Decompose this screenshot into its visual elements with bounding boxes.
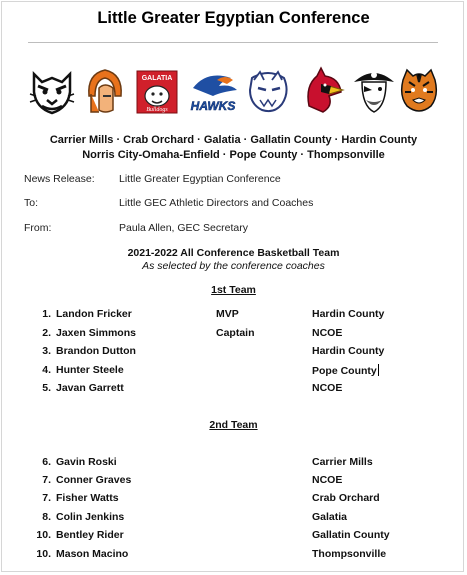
player-rank: 5. — [42, 382, 51, 394]
player-name: Brandon Dutton — [56, 345, 136, 357]
table-row — [0, 308, 467, 322]
table-row — [0, 529, 467, 543]
table-row — [0, 364, 467, 378]
player-name: Fisher Watts — [56, 492, 119, 504]
player-school: Carrier Mills — [312, 456, 373, 468]
table-row — [0, 456, 467, 470]
trojan-logo-icon — [81, 66, 129, 116]
player-honor: Captain — [216, 327, 255, 339]
player-name: Bentley Rider — [56, 529, 124, 541]
table-row — [0, 382, 467, 396]
player-rank: 10. — [36, 548, 51, 560]
player-school: NCOE — [312, 474, 343, 486]
table-row — [0, 474, 467, 488]
table-row — [0, 492, 467, 506]
player-school: NCOE — [312, 327, 343, 339]
news-release-label: News Release: — [24, 173, 95, 185]
player-name: Mason Macino — [56, 548, 129, 560]
player-school: Gallatin County — [312, 529, 390, 541]
player-rank: 10. — [36, 529, 51, 541]
title-divider — [28, 42, 438, 43]
text-cursor — [378, 364, 379, 376]
member-schools-line-1: Carrier Mills · Crab Orchard · Galatia · Gallatin County · Hardin County — [49, 134, 418, 146]
release-subheading: As selected by the conference coaches — [142, 260, 325, 272]
player-name: Conner Graves — [56, 474, 132, 486]
tiger-logo-icon — [397, 66, 441, 116]
player-rank: 3. — [42, 345, 51, 357]
table-row — [0, 345, 467, 359]
player-name: Javan Garrett — [56, 382, 124, 394]
team-logos-row — [28, 66, 438, 118]
player-name: Hunter Steele — [56, 364, 124, 376]
player-school: Hardin County — [312, 308, 385, 320]
cardinal-logo-icon — [299, 66, 347, 116]
to-label: To: — [24, 197, 39, 209]
player-rank: 7. — [42, 474, 51, 486]
to-value: Little GEC Athletic Directors and Coaches — [119, 197, 314, 209]
news-release-value: Little Greater Egyptian Conference — [119, 173, 281, 185]
table-row — [0, 327, 467, 341]
player-school: Thompsonville — [312, 548, 387, 560]
player-honor: MVP — [216, 308, 239, 320]
player-rank: 7. — [42, 492, 51, 504]
svg-text:GALATIA: GALATIA — [141, 75, 173, 82]
document-title: Little Greater Egyptian Conference — [97, 9, 370, 27]
player-name: Colin Jenkins — [56, 511, 125, 523]
galatia-bulldogs-logo-icon — [136, 70, 178, 114]
first-team-heading: 1st Team — [211, 284, 256, 296]
player-school: Hardin County — [312, 345, 385, 357]
pirate-logo-icon — [350, 66, 398, 116]
table-row — [0, 548, 467, 562]
hawks-logo-icon — [187, 66, 239, 116]
player-school: NCOE — [312, 382, 343, 394]
player-school: Crab Orchard — [312, 492, 380, 504]
player-rank: 2. — [42, 327, 51, 339]
player-school[interactable] — [312, 364, 379, 377]
player-rank: 8. — [42, 511, 51, 523]
player-school: Galatia — [312, 511, 348, 523]
release-heading: 2021-2022 All Conference Basketball Team — [127, 247, 340, 259]
panther-logo-icon — [244, 66, 292, 116]
player-rank: 6. — [42, 456, 51, 468]
svg-text:Bulldogs: Bulldogs — [146, 107, 168, 113]
player-name: Landon Fricker — [56, 308, 132, 320]
from-value: Paula Allen, GEC Secretary — [119, 222, 248, 234]
player-name: Jaxen Simmons — [56, 327, 136, 339]
player-school-text: Pope County — [312, 365, 377, 377]
table-row — [0, 511, 467, 525]
svg-text:HAWKS: HAWKS — [190, 99, 236, 113]
player-rank: 1. — [42, 308, 51, 320]
player-name: Gavin Roski — [56, 456, 117, 468]
bobcat-logo-icon — [28, 66, 76, 116]
second-team-heading: 2nd Team — [209, 419, 258, 431]
player-rank: 4. — [42, 364, 51, 376]
from-label: From: — [24, 222, 52, 234]
member-schools-line-2: Norris City-Omaha-Enfield · Pope County · Thompsonville — [82, 149, 385, 161]
